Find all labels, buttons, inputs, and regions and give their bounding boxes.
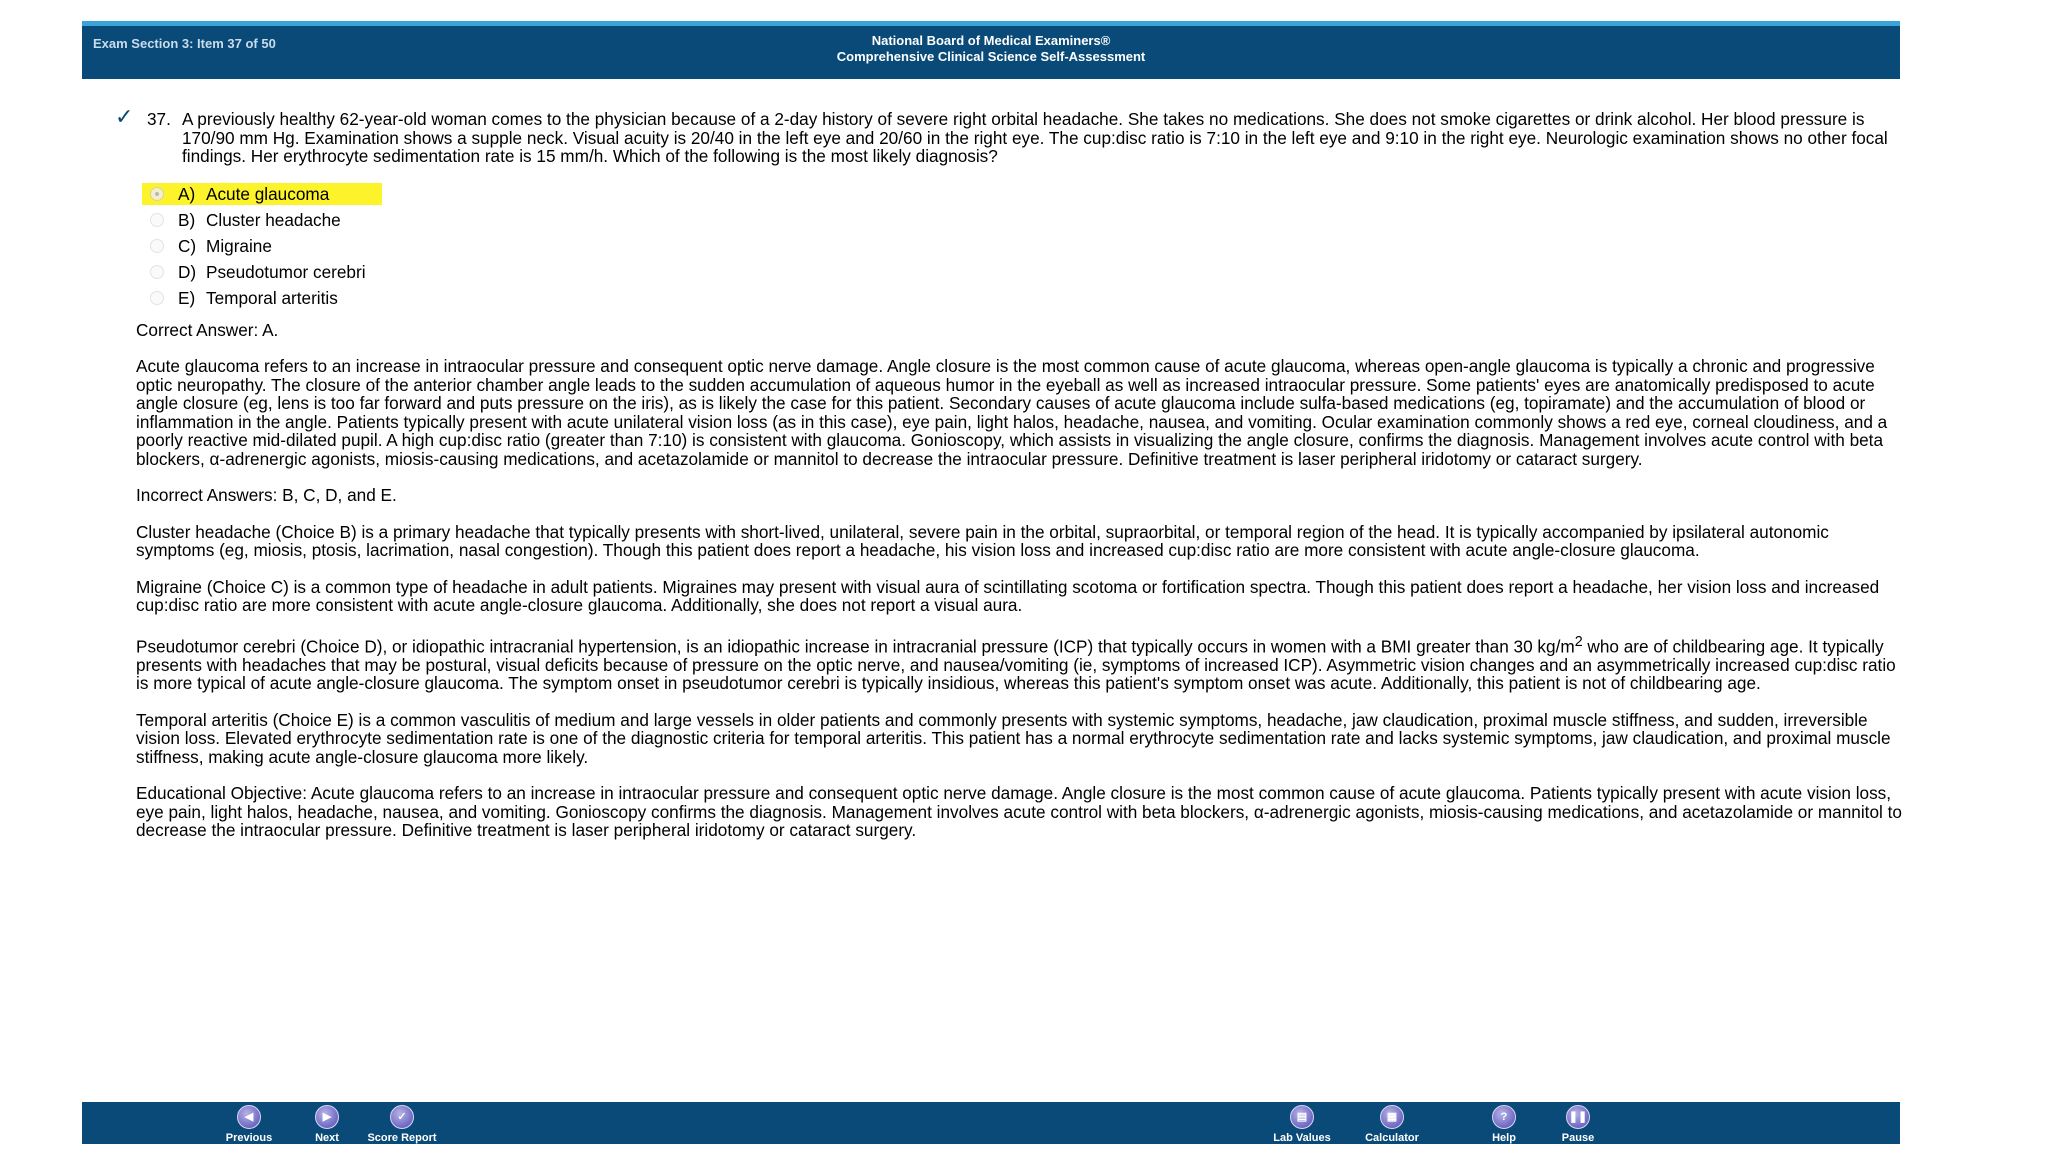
choice-c-explanation: Migraine (Choice C) is a common type of headache in adult patients. Migraines may present with visual aura of scintillating scotoma or fortification spectra. Though this patient does report a headache, her vision loss and increased cup:disc ratio are more consistent with acute angle-closure glaucoma. Additionally, she does not report a visual aura. bbox=[136, 576, 1880, 615]
superscript: 2 bbox=[1574, 633, 1583, 650]
option-b[interactable] bbox=[142, 207, 1902, 233]
correct-answer-label: Correct Answer: A. bbox=[136, 319, 279, 340]
choice-d-text-1: Pseudotumor cerebri (Choice D), or idiopathic intracranial hypertension, is an idiopathic increase in intracranial pressure (ICP) that typically occurs in women with a BMI greater than 30 kg/m bbox=[136, 636, 1575, 657]
help-icon: ? bbox=[1492, 1105, 1516, 1129]
option-text: Acute glaucoma bbox=[206, 183, 330, 204]
header-title-block bbox=[82, 33, 1900, 65]
choice-d-explanation bbox=[136, 633, 1902, 693]
arrow-right-icon: ▶ bbox=[315, 1105, 339, 1129]
pause-label: Pause bbox=[1561, 1132, 1595, 1144]
exam-header bbox=[82, 21, 1900, 79]
option-text: Migraine bbox=[206, 235, 272, 256]
option-c[interactable] bbox=[142, 233, 1902, 259]
correct-answer-text: Acute glaucoma refers to an increase in intraocular pressure and consequent optic nerve damage. Angle closure is the most common cause of acute glaucoma, whereas open-angle glaucoma is typically a chronic and progressive optic neuropathy. The closure of the anterior chamber angle leads to the sudden accumulation of aqueous humor in the eyeball as well as increased intraocular pressure. Some patients' eyes are anatomically predisposed to acute angle closure (eg, lens is too far forward and puts pressure on the iris), as is likely the case for this patient. Secondary causes of acute glaucoma include sulfa-based medications (eg, topiramate) and the accumulation of blood or inflammation in the angle. Patients typically present with acute unilateral vision loss (as in this case), eye pain, light halos, headache, nausea, and vomiting. Ocular examination commonly shows a red eye, corneal cloudiness, and a poorly reactive mid-dilated pupil. A high cup:disc ratio (greater than 7:10) is consistent with glaucoma. Gonioscopy, which assists in visualizing the angle closure, confirms the diagnosis. Management involves acute control with beta blockers, α-adrenergic agonists, miosis-causing medications, and acetazolamide or mannitol to decrease the intraocular pressure. Definitive treatment is laser peripheral iridotomy or cataract surgery. bbox=[136, 356, 1888, 469]
option-e[interactable] bbox=[142, 285, 1902, 311]
previous-label: Previous bbox=[225, 1132, 273, 1144]
lab-values-label: Lab Values bbox=[1273, 1132, 1331, 1144]
pause-icon: ❚❚ bbox=[1566, 1105, 1590, 1129]
score-report-button[interactable] bbox=[302, 1105, 502, 1144]
choice-b-explanation: Cluster headache (Choice B) is a primary headache that typically presents with short-lived, unilateral, severe pain in the orbital, supraorbital, or temporal region of the head. It is typically accompanied by ipsilateral autonomic symptoms (eg, miosis, ptosis, lacrimation, nasal congestion). Though this patient does report a headache, his vision loss and increased cup:disc ratio are more consistent with acute angle-closure glaucoma. bbox=[136, 521, 1829, 560]
choice-e-explanation: Temporal arteritis (Choice E) is a common vasculitis of medium and large vessels in older patients and commonly presents with systemic symptoms, headache, jaw claudication, proximal muscle stiffness, and sudden, irreversible vision loss. Elevated erythrocyte sedimentation rate is one of the diagnostic criteria for temporal arteritis. This patient has a normal erythrocyte sedimentation rate and lacks systemic symptoms, jaw claudication, and proximal muscle stiffness, making acute angle-closure glaucoma more likely. bbox=[136, 709, 1891, 767]
question-stem bbox=[112, 104, 1902, 166]
option-a[interactable] bbox=[142, 181, 1902, 207]
calculator-icon: ▦ bbox=[1380, 1105, 1404, 1129]
arrow-left-icon: ◀ bbox=[237, 1105, 261, 1129]
radio-button[interactable] bbox=[150, 265, 164, 279]
question-text: A previously healthy 62-year-old woman comes to the physician because of a 2-day history of severe right orbital headache. She takes no medications. She does not smoke cigarettes or drink alcohol. Her blood pressure is 170/90 mm Hg. Examination shows a supple neck. Visual acuity is 20/40 in the left eye and 20/60 in the right eye. The cup:disc ratio is 7:10 in the left eye and 9:10 in the right eye. Neurologic examination shows no other focal findings. Her erythrocyte sedimentation rate is 15 mm/h. Which of the following is the most likely diagnosis? bbox=[182, 109, 1888, 166]
next-label: Next bbox=[315, 1132, 339, 1144]
incorrect-answers-label: Incorrect Answers: B, C, D, and E. bbox=[136, 485, 397, 505]
radio-button[interactable] bbox=[150, 213, 164, 227]
checkmark-icon: ✓ bbox=[115, 104, 134, 129]
radio-button[interactable] bbox=[150, 291, 164, 305]
question-number: 37. bbox=[147, 109, 171, 129]
score-report-label: Score Report bbox=[367, 1132, 437, 1144]
question-content bbox=[112, 104, 1902, 858]
exam-title: Comprehensive Clinical Science Self-Assessment bbox=[836, 49, 1146, 64]
answer-options bbox=[142, 181, 1902, 311]
flask-icon: ▤ bbox=[1290, 1105, 1314, 1129]
pause-button[interactable] bbox=[1518, 1105, 1638, 1144]
option-text: Pseudotumor cerebri bbox=[206, 261, 366, 282]
option-letter: B) bbox=[178, 209, 196, 230]
choice-d-text-2: who are of childbearing age. It typically presents with headaches that may be postural, visual deficits because of pressure on the optic nerve, and nausea/vomiting (ie, symptoms of increased ICP). Asymmetric vision changes and an asymmetrically increased cup:disc ratio is more typical of acute angle-closure glaucoma. The symptom onset in pseudotumor cerebri is typically insidious, whereas this patient's symptom onset was acute. Additionally, this patient is not of childbearing age. bbox=[136, 636, 1896, 694]
option-letter: E) bbox=[178, 287, 196, 308]
explanation bbox=[136, 321, 1902, 840]
footer-toolbar bbox=[82, 1102, 1900, 1144]
option-letter: D) bbox=[178, 261, 197, 282]
radio-button[interactable] bbox=[150, 187, 164, 201]
previous-button[interactable] bbox=[204, 1105, 294, 1144]
checkmark-icon: ✓ bbox=[390, 1105, 414, 1129]
option-text: Cluster headache bbox=[206, 209, 341, 230]
calculator-label: Calculator bbox=[1365, 1132, 1419, 1144]
radio-button[interactable] bbox=[150, 239, 164, 253]
educational-objective: Educational Objective: Acute glaucoma refers to an increase in intraocular pressure and consequent optic nerve damage. Angle closure is the most common cause of acute glaucoma. Patients typically present with acute vision loss, eye pain, light halos, headache, nausea, and vomiting. Gonioscopy confirms the diagnosis. Management involves acute control with beta blockers, α-adrenergic agonists, miosis-causing medications, and acetazolamide or mannitol to decrease the intraocular pressure. Definitive treatment is laser peripheral iridotomy or cataract surgery. bbox=[136, 783, 1902, 841]
option-text: Temporal arteritis bbox=[206, 287, 338, 308]
item-counter: Exam Section 3: Item 37 of 50 bbox=[93, 36, 276, 51]
calculator-button[interactable] bbox=[1332, 1105, 1452, 1144]
help-label: Help bbox=[1492, 1132, 1516, 1144]
option-d[interactable] bbox=[142, 259, 1902, 285]
organization-name: National Board of Medical Examiners® bbox=[871, 33, 1111, 48]
option-letter: A) bbox=[178, 183, 196, 204]
option-letter: C) bbox=[178, 235, 197, 256]
